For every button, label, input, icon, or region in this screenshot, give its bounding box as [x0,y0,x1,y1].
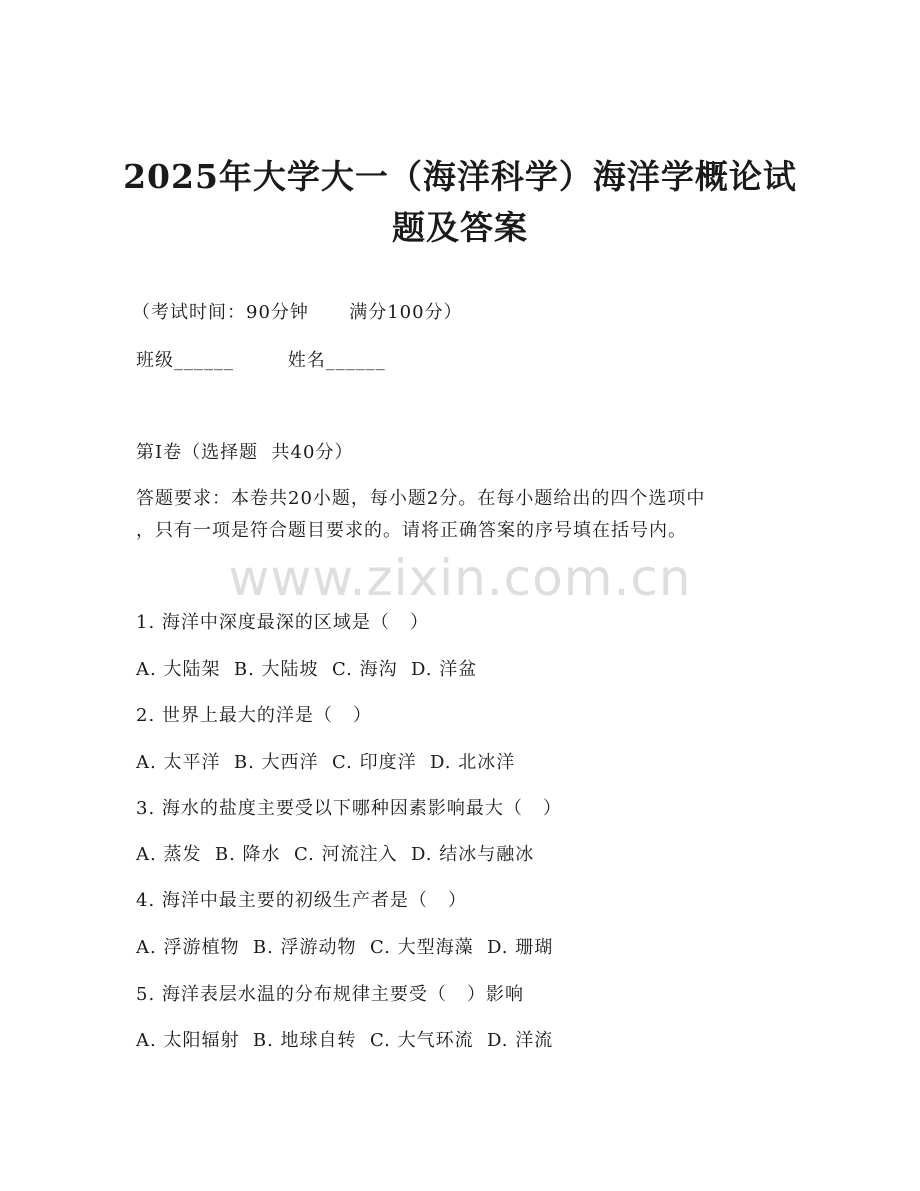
question-options: A. 太平洋 B. 大西洋 C. 印度洋 D. 北冰洋 [136,752,516,773]
question-stem: 4. 海洋中最主要的初级生产者是（ ） [136,890,468,911]
question-options: A. 大陆架 B. 大陆坡 C. 海沟 D. 洋盆 [136,659,478,680]
exam-info: （考试时间：90分钟 满分100分） [132,302,463,323]
section-heading: 第I卷（选择题 共40分） [136,442,354,463]
question-options: A. 太阳辐射 B. 地球自转 C. 大气环流 D. 洋流 [136,1030,554,1051]
question-stem: 5. 海洋表层水温的分布规律主要受（ ）影响 [136,984,525,1005]
student-fields: 班级______ 姓名______ [136,350,386,371]
watermark: www.zixin.com.cn [228,549,692,607]
question-options: A. 蒸发 B. 降水 C. 河流注入 D. 结冰与融冰 [136,844,535,865]
document-title-line-1: 2025年大学大一（海洋科学）海洋学概论试 [123,157,797,196]
question-stem: 3. 海水的盐度主要受以下哪种因素影响最大（ ） [136,798,563,819]
question-options: A. 浮游植物 B. 浮游动物 C. 大型海藻 D. 珊瑚 [136,937,554,958]
instructions-line-1: 答题要求：本卷共20小题，每小题2分。在每小题给出的四个选项中 [136,488,706,509]
question-stem: 2. 世界上最大的洋是（ ） [136,705,373,726]
document-title-line-2: 题及答案 [392,208,528,247]
question-stem: 1. 海洋中深度最深的区域是（ ） [136,612,430,633]
instructions-line-2: ，只有一项是符合题目要求的。请将正确答案的序号填在括号内。 [136,520,687,541]
